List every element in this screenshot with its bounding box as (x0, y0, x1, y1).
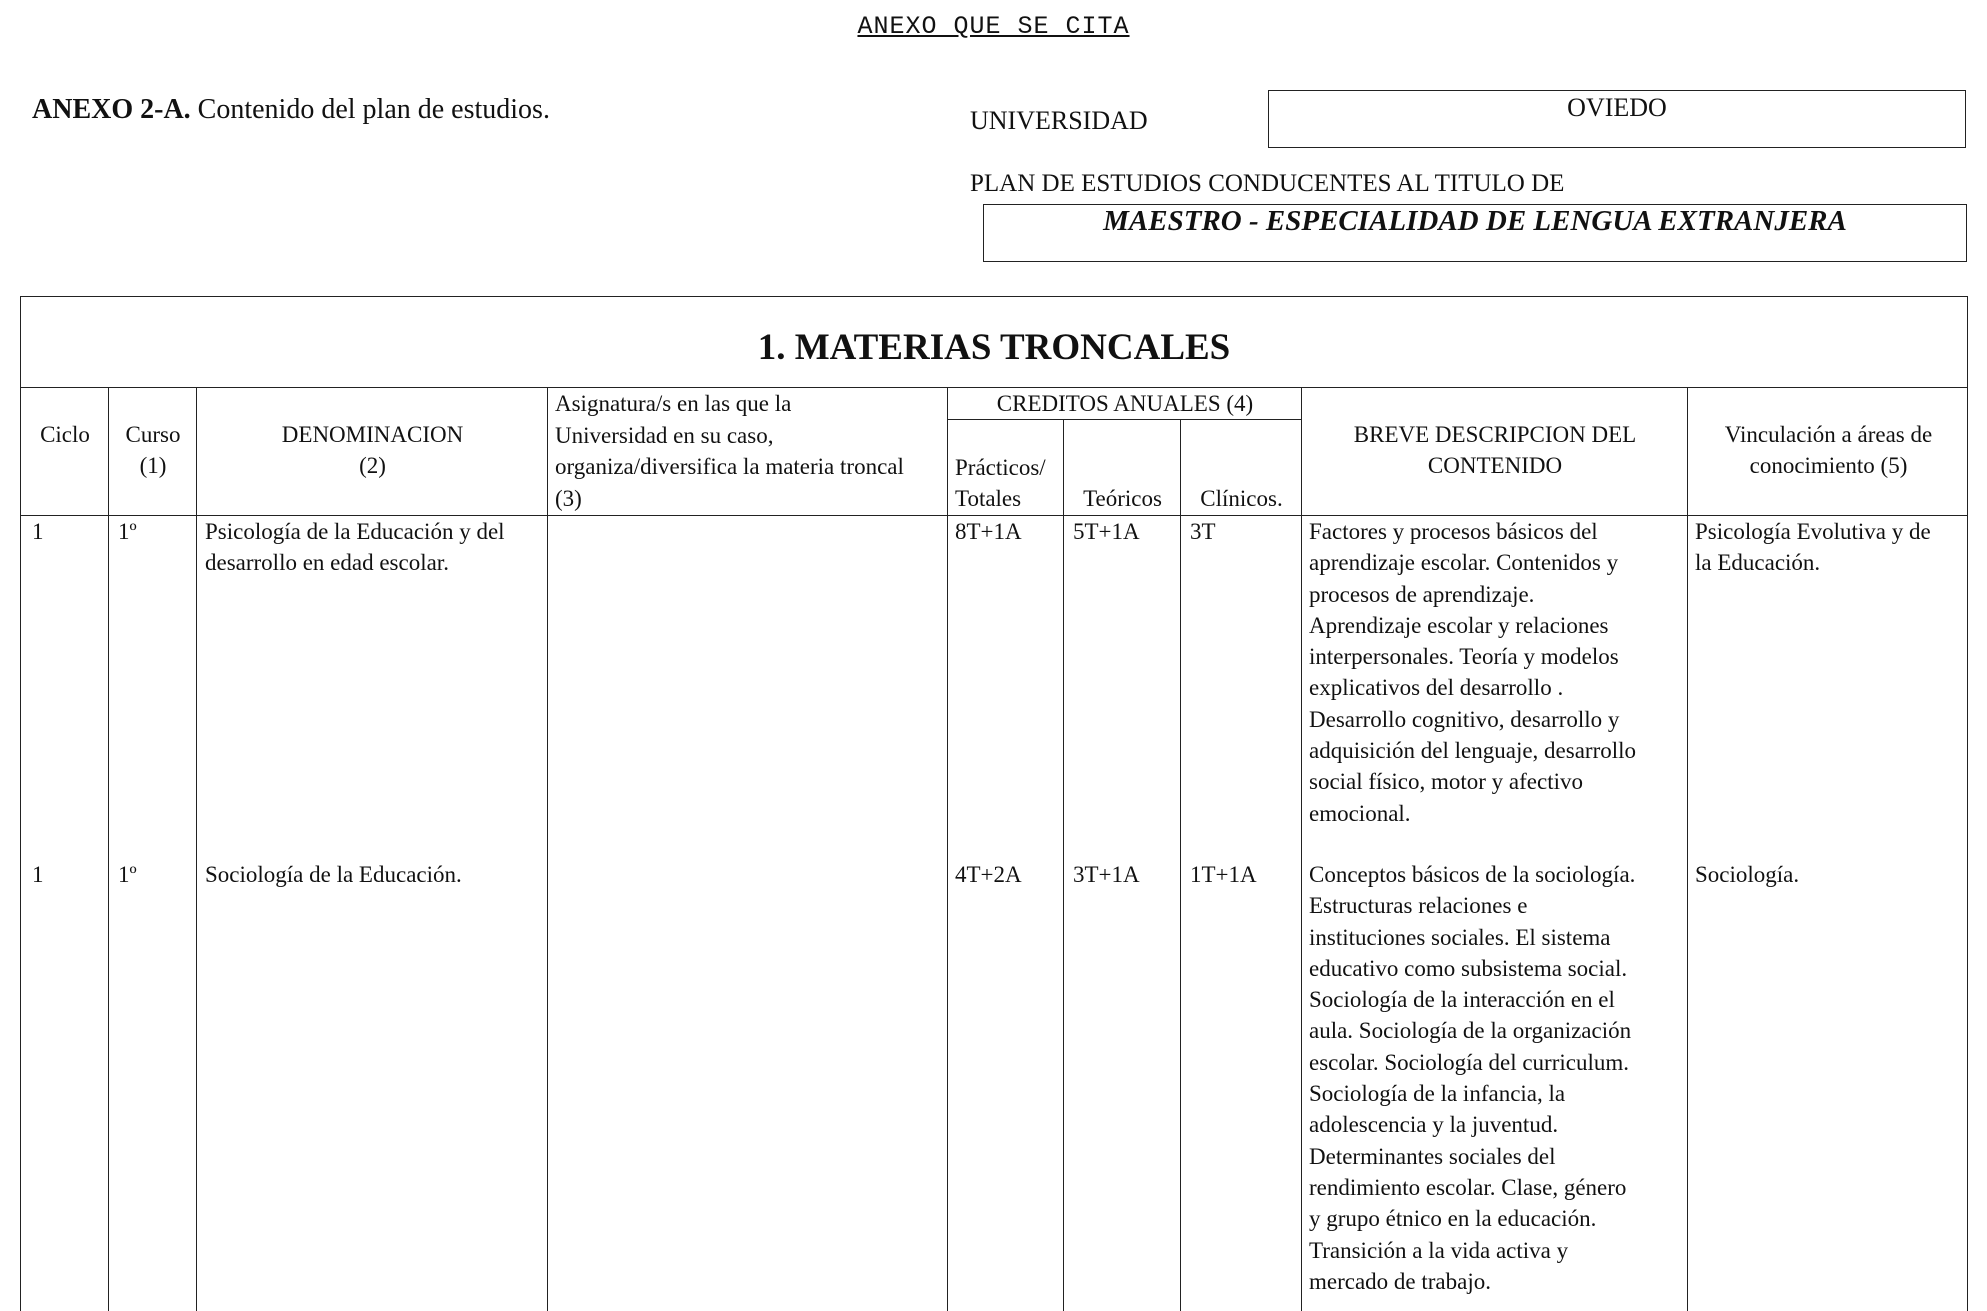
row-denominacion-line: desarrollo en edad escolar. (205, 550, 449, 576)
col-header-clinicos: Clínicos. (1200, 486, 1283, 511)
row-ciclo: 1 (32, 519, 44, 544)
col-header-creditos: CREDITOS ANUALES (4) (996, 391, 1254, 416)
row-descripcion-line: mercado de trabajo. (1309, 1268, 1491, 1294)
row-descripcion-line: Aprendizaje escolar y relaciones (1309, 612, 1609, 638)
anexo-heading (32, 94, 550, 126)
row-denominacion-line: Sociología de la Educación. (205, 862, 462, 887)
section-title: 1. MATERIAS TRONCALES (757, 327, 1231, 368)
row-vinculacion-line: Sociología. (1695, 862, 1800, 887)
col-header-denominacion-line: (2) (359, 453, 386, 478)
col-header-ciclo: Ciclo (40, 422, 90, 447)
row-teoricos: 3T+1A (1073, 862, 1140, 887)
row-descripcion-line: adquisición del lenguaje, desarrollo (1309, 738, 1637, 764)
col-header-totales-line: Prácticos/ (955, 455, 1046, 480)
col-header-totales (955, 452, 1063, 514)
titulo-box (983, 204, 1967, 262)
col-header-asignaturas-line: Universidad en su caso, (555, 422, 774, 448)
col-header-descripcion-line: BREVE DESCRIPCION DEL (1353, 422, 1637, 447)
row-descripcion-line: instituciones sociales. El sistema (1309, 924, 1611, 950)
col-header-asignaturas-line: Asignatura/s en las que la (555, 391, 792, 416)
col-header-descripcion (1303, 419, 1687, 481)
row-descripcion-line: aula. Sociología de la organización (1309, 1018, 1632, 1044)
col-divider-3 (547, 387, 548, 1311)
col-divider-1 (108, 387, 109, 1311)
col-header-teoricos: Teóricos (1083, 486, 1162, 511)
row-descripcion (1309, 516, 1685, 829)
col-header-totales-line: Totales (955, 486, 1022, 511)
row-descripcion-line: Conceptos básicos de la sociología. (1309, 862, 1636, 887)
row-descripcion-line: Estructuras relaciones e (1309, 893, 1528, 919)
row-descripcion-line: educativo como subsistema social. (1309, 955, 1628, 981)
row-curso: 1º (118, 862, 137, 887)
anexo-description: Contenido del plan de estudios. (197, 94, 550, 125)
row-clinicos: 3T (1190, 519, 1216, 544)
row-descripcion-line: Desarrollo cognitivo, desarrollo y (1309, 706, 1620, 732)
plan-label: PLAN DE ESTUDIOS CONDUCENTES AL TITULO DE (970, 170, 1565, 197)
col-header-descripcion-line: CONTENIDO (1427, 453, 1563, 478)
document-title: ANEXO QUE SE CITA (857, 12, 1130, 41)
universidad-label: UNIVERSIDAD (970, 106, 1148, 135)
anexo-label: ANEXO 2-A. (32, 94, 191, 125)
col-divider-8 (1687, 387, 1688, 1311)
col-header-vinculacion (1689, 419, 1968, 481)
row-descripcion-line: interpersonales. Teoría y modelos (1309, 644, 1619, 670)
row-descripcion-line: procesos de aprendizaje. (1309, 581, 1535, 607)
row-denominacion (205, 859, 545, 890)
row-vinculacion (1695, 859, 1965, 890)
universidad-value: OVIEDO (1567, 93, 1667, 122)
col-divider-7 (1301, 387, 1302, 1311)
row-ciclo: 1 (32, 862, 44, 887)
row-descripcion (1309, 859, 1685, 1297)
row-clinicos: 1T+1A (1190, 862, 1257, 887)
row-denominacion (205, 516, 545, 579)
row-descripcion-line: aprendizaje escolar. Contenidos y (1309, 550, 1619, 576)
col-header-denominacion (198, 419, 547, 481)
row-denominacion-line: Psicología de la Educación y del (205, 519, 505, 544)
row-vinculacion (1695, 516, 1965, 579)
row-vinculacion-line: la Educación. (1695, 550, 1821, 576)
col-header-curso (110, 419, 196, 481)
row-totales: 4T+2A (955, 862, 1022, 887)
row-totales: 8T+1A (955, 519, 1022, 544)
col-divider-2 (196, 387, 197, 1311)
row-descripcion-line: Factores y procesos básicos del (1309, 519, 1598, 544)
col-divider-6 (1180, 419, 1181, 1311)
col-divider-5 (1063, 419, 1064, 1311)
row-descripcion-line: Sociología de la interacción en el (1309, 987, 1615, 1013)
row-curso: 1º (118, 519, 137, 544)
col-header-asignaturas-line: organiza/diversifica la materia troncal (555, 454, 904, 479)
row-vinculacion-line: Psicología Evolutiva y de (1695, 519, 1931, 544)
col-header-asignaturas (555, 388, 947, 514)
col-header-denominacion-line: DENOMINACION (281, 422, 464, 447)
row-descripcion-line: emocional. (1309, 800, 1411, 826)
universidad-box (1268, 90, 1966, 148)
row-descripcion-line: y grupo étnico en la educación. (1309, 1206, 1597, 1232)
col-header-asignaturas-line: (3) (555, 485, 582, 511)
row-descripcion-line: social físico, motor y afectivo (1309, 769, 1584, 795)
row-descripcion-line: Transición a la vida activa y (1309, 1237, 1569, 1263)
row-descripcion-line: adolescencia y la juventud. (1309, 1112, 1559, 1138)
row-descripcion-line: Sociología de la infancia, la (1309, 1081, 1566, 1107)
col-header-vinculacion-line: Vinculación a áreas de (1724, 422, 1933, 447)
creditos-sub-rule (947, 419, 1301, 420)
row-descripcion-line: explicativos del desarrollo . (1309, 675, 1564, 701)
col-header-vinculacion-line: conocimiento (5) (1749, 453, 1908, 478)
titulo-value: MAESTRO - ESPECIALIDAD DE LENGUA EXTRANJERA (1103, 205, 1847, 237)
col-divider-4 (947, 387, 948, 1311)
row-descripcion-line: rendimiento escolar. Clase, género (1309, 1174, 1627, 1200)
row-descripcion-line: escolar. Sociología del curriculum. (1309, 1049, 1629, 1075)
col-header-curso-line: (1) (139, 453, 167, 478)
row-teoricos: 5T+1A (1073, 519, 1140, 544)
col-header-curso-line: Curso (125, 422, 181, 447)
row-descripcion-line: Determinantes sociales del (1309, 1143, 1556, 1169)
